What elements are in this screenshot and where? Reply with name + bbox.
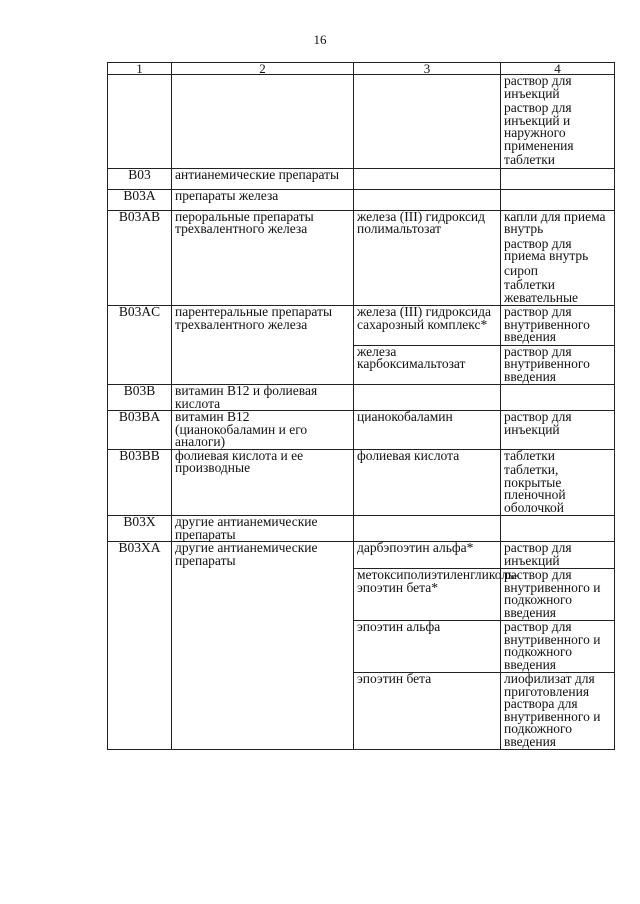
page-number: 16	[313, 32, 327, 47]
table-row	[108, 306, 615, 346]
dosage-form: таблетки	[504, 152, 556, 167]
column-header: 1	[108, 63, 172, 75]
inn-cell: эпоэтин альфа	[354, 621, 501, 673]
atc-code-cell: B03AC	[108, 306, 172, 385]
dosage-forms-cell	[501, 385, 615, 411]
group-name-cell: витамин B12 и фолиевая кислота	[172, 385, 354, 411]
dosage-forms-cell	[501, 306, 615, 346]
table-row	[108, 189, 615, 210]
column-header: 3	[354, 63, 501, 75]
atc-code-cell: B03AB	[108, 210, 172, 306]
group-name-cell: витамин B12 (цианокобаламин и его аналоги)	[172, 411, 354, 450]
table-row	[108, 516, 615, 542]
dosage-form: раствор для инъекций	[504, 73, 572, 101]
group-name-cell: парентеральные препараты трехвалентного железа	[172, 306, 354, 385]
atc-code-cell: B03XA	[108, 542, 172, 750]
inn-cell: эпоэтин бета	[354, 673, 501, 750]
inn-cell: железа (III) гидроксид полимальтозат	[354, 210, 501, 306]
group-name-cell: другие антианемические препараты	[172, 542, 354, 750]
table-row	[108, 385, 615, 411]
dosage-form: раствор для внутривенного и подкожного введения	[504, 619, 601, 672]
group-name-cell	[172, 75, 354, 169]
group-name-cell: антианемические препараты	[172, 168, 354, 189]
table-row	[108, 210, 615, 306]
atc-code-cell: B03A	[108, 189, 172, 210]
dosage-form: раствор для инъекций и наружного применения	[504, 100, 574, 153]
dosage-form: таблетки, покрытые пленочной оболочкой	[504, 462, 566, 515]
inn-cell: цианокобаламин	[354, 411, 501, 450]
inn-cell	[354, 189, 501, 210]
column-header: 4	[501, 63, 615, 75]
dosage-forms-cell	[501, 569, 615, 621]
dosage-forms-cell	[501, 449, 615, 516]
table-row	[108, 75, 615, 169]
dosage-form: таблетки жевательные	[504, 277, 579, 305]
dosage-form: раствор для внутривенного и подкожного введения	[504, 567, 601, 620]
table-row	[108, 411, 615, 450]
dosage-forms-cell	[501, 411, 615, 450]
inn-cell: железа карбоксимальтозат	[354, 345, 501, 385]
group-name-cell: фолиевая кислота и ее производные	[172, 449, 354, 516]
inn-cell: метоксиполиэтиленгликоль-эпоэтин бета*	[354, 569, 501, 621]
dosage-form: раствор для внутривенного введения	[504, 304, 590, 344]
atc-code-cell: B03BB	[108, 449, 172, 516]
group-name-cell: другие антианемические препараты	[172, 516, 354, 542]
atc-code-cell: B03X	[108, 516, 172, 542]
dosage-forms-cell	[501, 75, 615, 169]
column-header: 2	[172, 63, 354, 75]
dosage-forms-cell	[501, 673, 615, 750]
dosage-forms-cell	[501, 345, 615, 385]
atc-code-cell: B03BA	[108, 411, 172, 450]
dosage-forms-cell	[501, 542, 615, 569]
dosage-form: раствор для внутривенного введения	[504, 343, 590, 384]
inn-cell	[354, 516, 501, 542]
table-row	[108, 449, 615, 516]
group-name-cell: пероральные препараты трехвалентного железа	[172, 210, 354, 306]
dosage-forms-cell	[501, 189, 615, 210]
inn-cell: фолиевая кислота	[354, 449, 501, 516]
dosage-forms-cell	[501, 516, 615, 542]
inn-cell: железа (III) гидроксида сахарозный комплекс*	[354, 306, 501, 346]
group-name-cell: препараты железа	[172, 189, 354, 210]
atc-code-cell	[108, 75, 172, 169]
atc-code-cell: B03B	[108, 385, 172, 411]
dosage-form: раствор для приема внутрь	[504, 235, 589, 263]
inn-cell	[354, 385, 501, 411]
dosage-form: капли для приема внутрь	[504, 208, 606, 236]
atc-code-cell: B03	[108, 168, 172, 189]
dosage-forms-cell	[501, 210, 615, 306]
dosage-form: таблетки	[504, 447, 556, 463]
dosage-forms-cell	[501, 168, 615, 189]
dosage-form: раствор для инъекций	[504, 409, 572, 437]
table-row	[108, 168, 615, 189]
dosage-forms-cell	[501, 621, 615, 673]
inn-cell: дарбэпоэтин альфа*	[354, 542, 501, 569]
inn-cell	[354, 168, 501, 189]
dosage-form: раствор для инъекций	[504, 540, 572, 568]
dosage-form: лиофилизат для приготовления раствора для внутривенного и подкожного введения	[504, 671, 601, 749]
inn-cell	[354, 75, 501, 169]
drug-table	[107, 62, 615, 750]
dosage-form: сироп	[504, 262, 538, 278]
table-row	[108, 542, 615, 569]
